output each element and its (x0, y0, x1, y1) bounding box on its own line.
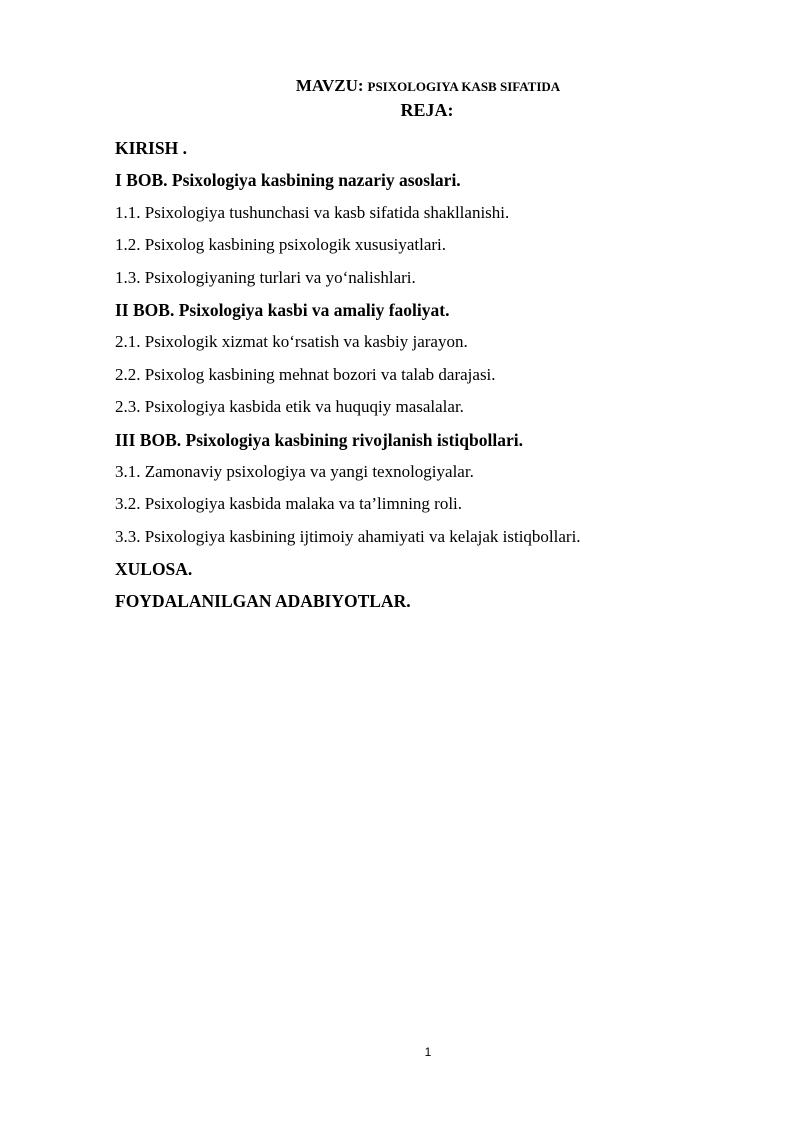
title-prefix: MAVZU: (295, 76, 364, 95)
title-topic: PSIXOLOGIYA KASB SIFATIDA (367, 79, 561, 94)
toc-section-heading: KIRISH . (115, 138, 187, 158)
toc-section-heading: FOYDALANILGAN ADABIYOTLAR. (115, 591, 411, 612)
toc-subsection-item: 3.2. Psixologiya kasbida malaka va ta’limning roli. (115, 494, 463, 514)
toc-subsection-item: 3.1. Zamonaviy psixologiya va yangi texnologiyalar. (115, 461, 474, 481)
plan-heading: REJA: (400, 100, 454, 120)
toc-subsection-item: 2.2. Psixolog kasbining mehnat bozori va talab darajasi. (115, 364, 496, 384)
toc-section-heading: III BOB. Psixologiya kasbining rivojlanish istiqbollari. (115, 429, 523, 450)
toc-section-heading: II BOB. Psixologiya kasbi va amaliy faoliyat. (115, 299, 450, 320)
table-of-contents (115, 132, 755, 618)
toc-section-heading: XULOSA. (115, 559, 193, 580)
toc-subsection-item: 3.3. Psixologiya kasbining ijtimoiy ahamiyati va kelajak istiqbollari. (115, 526, 581, 546)
toc-subsection-item: 1.3. Psixologiyaning turlari va yo‘nalishlari. (115, 267, 416, 287)
document-title (28, 76, 800, 96)
toc-subsection-item: 2.3. Psixologiya kasbida etik va huquqiy masalalar. (115, 397, 464, 417)
page-number: 1 (424, 1045, 432, 1059)
toc-subsection-item: 2.1. Psixologik xizmat ko‘rsatish va kasbiy jarayon. (115, 332, 468, 352)
toc-subsection-item: 1.1. Psixologiya tushunchasi va kasb sifatida shakllanishi. (115, 202, 510, 222)
toc-section-heading: I BOB. Psixologiya kasbining nazariy asoslari. (115, 170, 461, 191)
toc-subsection-item: 1.2. Psixolog kasbining psixologik xususiyatlari. (115, 235, 447, 255)
